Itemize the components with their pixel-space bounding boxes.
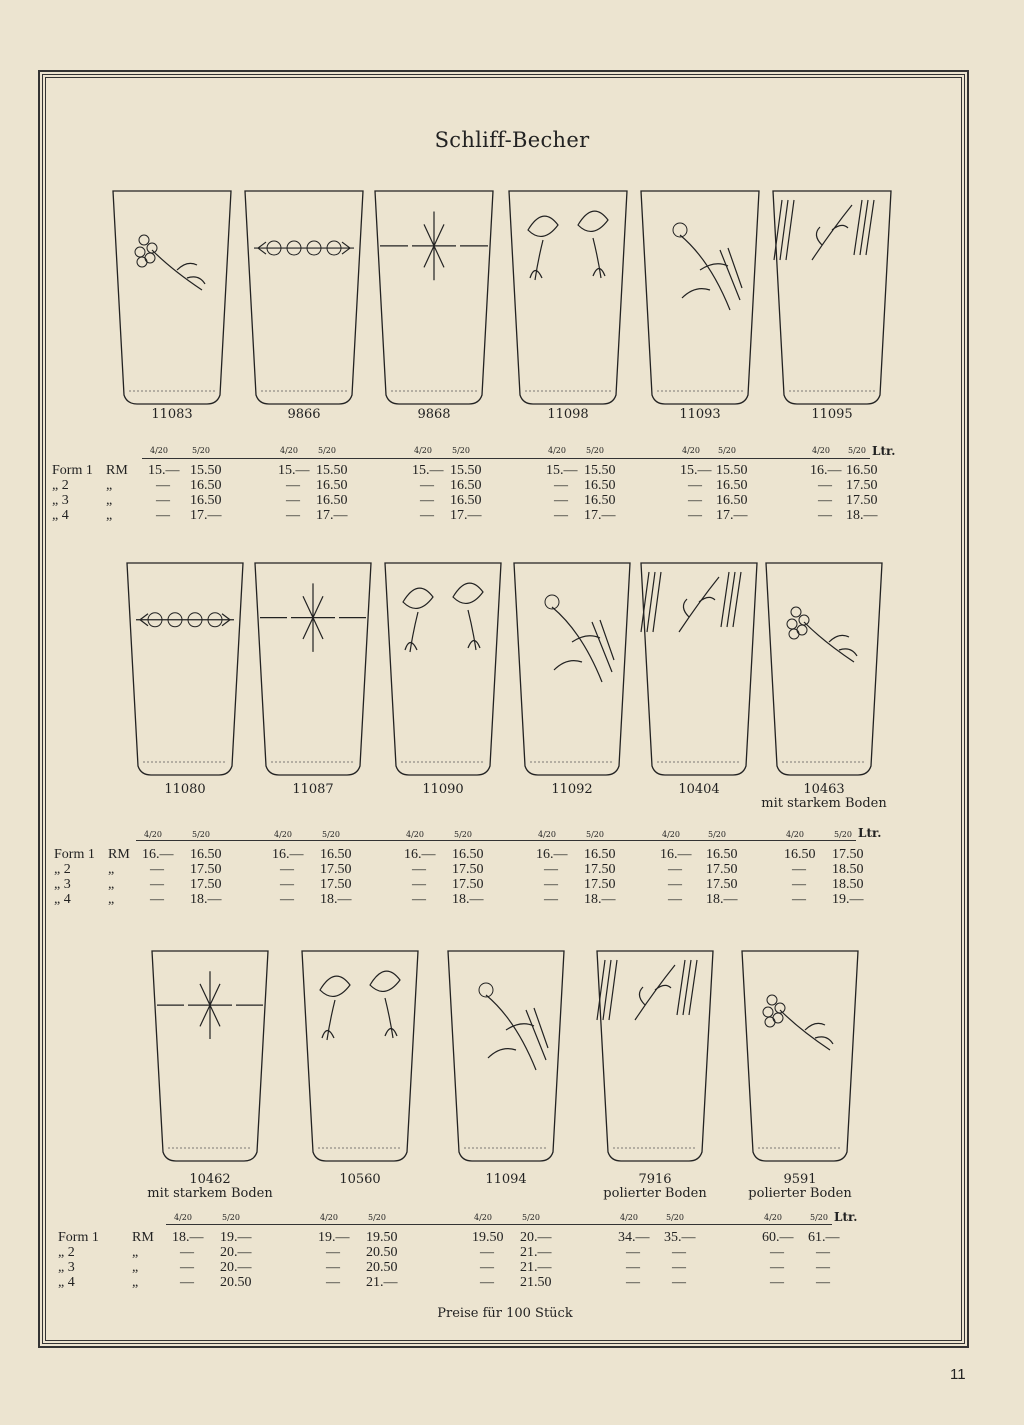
size-header-11083-0: 4/20: [150, 446, 168, 455]
price-9866-form2-4_20: —: [286, 478, 300, 493]
glass-number-10560: 10560: [339, 1172, 381, 1187]
glass-number-10462: 10462: [189, 1172, 231, 1187]
glass-outline: [596, 950, 714, 1162]
glass-number-11090: 11090: [422, 782, 464, 797]
glass-drawing-10462: [151, 950, 269, 1162]
size-header-11087-0: 4/20: [274, 830, 292, 839]
ditto-mark: „: [132, 1245, 139, 1260]
glass-number-11098: 11098: [547, 407, 589, 422]
price-11093-form2-5_20: 16.50: [716, 478, 748, 493]
price-10462-form4-4_20: —: [180, 1275, 194, 1290]
price-11095-form3-5_20: 17.50: [846, 493, 878, 508]
price-11098-form4-4_20: —: [554, 508, 568, 523]
glass-drawing-11095: [772, 190, 892, 405]
size-header-11087-1: 5/20: [322, 830, 340, 839]
price-10404-form1-5_20: 16.50: [706, 847, 738, 862]
price-11083-form3-5_20: 16.50: [190, 493, 222, 508]
size-header-11092-0: 4/20: [538, 830, 556, 839]
price-7916-form4-5_20: —: [672, 1275, 686, 1290]
price-9868-form4-4_20: —: [420, 508, 434, 523]
price-11090-form3-4_20: —: [412, 877, 426, 892]
size-header-10560-0: 4/20: [320, 1213, 338, 1222]
glass-outline: [640, 190, 760, 405]
price-11083-form4-5_20: 17.—: [190, 508, 222, 523]
glass-drawing-11098: [508, 190, 628, 405]
price-11087-form1-5_20: 16.50: [320, 847, 352, 862]
price-10462-form3-5_20: 20.—: [220, 1260, 252, 1275]
page-title: Schliff-Becher: [434, 128, 590, 152]
price-11095-form2-5_20: 17.50: [846, 478, 878, 493]
price-11090-form2-4_20: —: [412, 862, 426, 877]
price-9866-form1-4_20: 15.—: [278, 463, 310, 478]
ditto-mark: „: [108, 892, 115, 907]
row-label-form-4: „ 4: [58, 1275, 75, 1290]
size-header-7916-1: 5/20: [666, 1213, 684, 1222]
price-10404-form2-5_20: 17.50: [706, 862, 738, 877]
glass-number-7916: 7916: [638, 1172, 672, 1187]
glass-outline: [513, 562, 631, 776]
size-header-11094-0: 4/20: [474, 1213, 492, 1222]
price-11083-form1-4_20: 15.—: [148, 463, 180, 478]
glass-note-7916: polierter Boden: [603, 1186, 707, 1201]
price-10462-form1-4_20: 18.—: [172, 1230, 204, 1245]
glass-number-9868: 9868: [417, 407, 451, 422]
price-9591-form1-5_20: 61.—: [808, 1230, 840, 1245]
row-label-form-1: Form 1: [52, 463, 93, 478]
price-11094-form4-5_20: 21.50: [520, 1275, 552, 1290]
price-11080-form3-5_20: 17.50: [190, 877, 222, 892]
price-9868-form3-4_20: —: [420, 493, 434, 508]
glass-drawing-10404: [640, 562, 758, 776]
price-11083-form1-5_20: 15.50: [190, 463, 222, 478]
glass-note-9591: polierter Boden: [748, 1186, 852, 1201]
glass-outline: [508, 190, 628, 405]
ditto-mark: „: [106, 493, 113, 508]
glass-drawing-7916: [596, 950, 714, 1162]
price-9868-form3-5_20: 16.50: [450, 493, 482, 508]
price-10560-form2-4_20: —: [326, 1245, 340, 1260]
price-10404-form2-4_20: —: [668, 862, 682, 877]
size-header-11095-1: 5/20: [848, 446, 866, 455]
price-10463-form1-5_20: 17.50: [832, 847, 864, 862]
price-11094-form1-5_20: 20.—: [520, 1230, 552, 1245]
price-10560-form3-4_20: —: [326, 1260, 340, 1275]
size-header-11094-1: 5/20: [522, 1213, 540, 1222]
price-10462-form1-5_20: 19.—: [220, 1230, 252, 1245]
row-label-form-1: Form 1: [54, 847, 95, 862]
price-11092-form2-5_20: 17.50: [584, 862, 616, 877]
glass-outline: [447, 950, 565, 1162]
price-7916-form2-4_20: —: [626, 1245, 640, 1260]
price-11090-form4-4_20: —: [412, 892, 426, 907]
glass-outline: [254, 562, 372, 776]
price-10462-form3-4_20: —: [180, 1260, 194, 1275]
row-label-form-4: „ 4: [54, 892, 71, 907]
price-11092-form2-4_20: —: [544, 862, 558, 877]
row-label-form-2: „ 2: [58, 1245, 75, 1260]
unit-label-2: Ltr.: [858, 826, 882, 840]
price-11098-form1-5_20: 15.50: [584, 463, 616, 478]
price-11094-form3-5_20: 21.—: [520, 1260, 552, 1275]
price-9868-form2-4_20: —: [420, 478, 434, 493]
price-9866-form3-5_20: 16.50: [316, 493, 348, 508]
glass-number-10404: 10404: [678, 782, 720, 797]
price-10463-form4-4_20: —: [792, 892, 806, 907]
size-header-9866-0: 4/20: [280, 446, 298, 455]
price-9868-form1-5_20: 15.50: [450, 463, 482, 478]
glass-number-9866: 9866: [287, 407, 321, 422]
size-header-10463-0: 4/20: [786, 830, 804, 839]
price-10404-form3-5_20: 17.50: [706, 877, 738, 892]
glass-outline: [301, 950, 419, 1162]
size-header-9866-1: 5/20: [318, 446, 336, 455]
glass-outline: [765, 562, 883, 776]
price-11094-form2-4_20: —: [480, 1245, 494, 1260]
price-11092-form4-4_20: —: [544, 892, 558, 907]
price-11095-form3-4_20: —: [818, 493, 832, 508]
price-11093-form2-4_20: —: [688, 478, 702, 493]
price-10560-form4-5_20: 21.—: [366, 1275, 398, 1290]
currency-label: RM: [132, 1230, 154, 1245]
currency-label: RM: [106, 463, 128, 478]
glass-drawing-11094: [447, 950, 565, 1162]
price-11090-form2-5_20: 17.50: [452, 862, 484, 877]
ditto-mark: „: [132, 1275, 139, 1290]
glass-outline: [244, 190, 364, 405]
price-9866-form4-4_20: —: [286, 508, 300, 523]
price-7916-form3-4_20: —: [626, 1260, 640, 1275]
glass-note-10462: mit starkem Boden: [147, 1186, 273, 1201]
size-header-10404-1: 5/20: [708, 830, 726, 839]
price-11098-form1-4_20: 15.—: [546, 463, 578, 478]
price-7916-form1-5_20: 35.—: [664, 1230, 696, 1245]
glass-outline: [384, 562, 502, 776]
unit-label-3: Ltr.: [834, 1210, 858, 1224]
price-11087-form4-4_20: —: [280, 892, 294, 907]
price-11087-form2-4_20: —: [280, 862, 294, 877]
price-11080-form4-5_20: 18.—: [190, 892, 222, 907]
price-11080-form4-4_20: —: [150, 892, 164, 907]
ditto-mark: „: [106, 478, 113, 493]
size-header-11083-1: 5/20: [192, 446, 210, 455]
price-table-rule-3: [166, 1224, 832, 1225]
price-table-rule-2: [136, 840, 856, 841]
price-11090-form1-5_20: 16.50: [452, 847, 484, 862]
price-10560-form4-4_20: —: [326, 1275, 340, 1290]
price-9866-form4-5_20: 17.—: [316, 508, 348, 523]
size-header-10462-0: 4/20: [174, 1213, 192, 1222]
page-number: 11: [950, 1366, 966, 1383]
size-header-11080-1: 5/20: [192, 830, 210, 839]
price-10462-form4-5_20: 20.50: [220, 1275, 252, 1290]
glass-drawing-9866: [244, 190, 364, 405]
price-11098-form2-5_20: 16.50: [584, 478, 616, 493]
price-11087-form3-4_20: —: [280, 877, 294, 892]
glass-drawing-11090: [384, 562, 502, 776]
price-11083-form2-5_20: 16.50: [190, 478, 222, 493]
row-label-form-3: „ 3: [58, 1260, 75, 1275]
price-11095-form4-4_20: —: [818, 508, 832, 523]
glass-outline: [374, 190, 494, 405]
price-11093-form1-4_20: 15.—: [680, 463, 712, 478]
glass-number-11092: 11092: [551, 782, 593, 797]
size-header-11090-1: 5/20: [454, 830, 472, 839]
row-label-form-1: Form 1: [58, 1230, 99, 1245]
row-label-form-2: „ 2: [54, 862, 71, 877]
glass-number-11095: 11095: [811, 407, 853, 422]
price-11087-form2-5_20: 17.50: [320, 862, 352, 877]
price-9591-form3-4_20: —: [770, 1260, 784, 1275]
price-11087-form4-5_20: 18.—: [320, 892, 352, 907]
price-11093-form4-5_20: 17.—: [716, 508, 748, 523]
price-11092-form4-5_20: 18.—: [584, 892, 616, 907]
glass-drawing-11092: [513, 562, 631, 776]
price-11094-form3-4_20: —: [480, 1260, 494, 1275]
size-header-10404-0: 4/20: [662, 830, 680, 839]
price-9866-form3-4_20: —: [286, 493, 300, 508]
glass-drawing-10560: [301, 950, 419, 1162]
ditto-mark: „: [132, 1260, 139, 1275]
price-11094-form1-4_20: 19.50: [472, 1230, 504, 1245]
price-10463-form4-5_20: 19.—: [832, 892, 864, 907]
price-10463-form2-4_20: —: [792, 862, 806, 877]
price-11087-form3-5_20: 17.50: [320, 877, 352, 892]
price-9591-form3-5_20: —: [816, 1260, 830, 1275]
glass-outline: [112, 190, 232, 405]
price-11090-form4-5_20: 18.—: [452, 892, 484, 907]
glass-outline: [741, 950, 859, 1162]
glass-drawing-11093: [640, 190, 760, 405]
size-header-11098-1: 5/20: [586, 446, 604, 455]
glass-note-10463: mit starkem Boden: [761, 796, 887, 811]
size-header-11098-0: 4/20: [548, 446, 566, 455]
glass-number-11093: 11093: [679, 407, 721, 422]
price-11098-form3-4_20: —: [554, 493, 568, 508]
price-11094-form2-5_20: 21.—: [520, 1245, 552, 1260]
size-header-10463-1: 5/20: [834, 830, 852, 839]
price-11080-form1-5_20: 16.50: [190, 847, 222, 862]
currency-label: RM: [108, 847, 130, 862]
glass-outline: [151, 950, 269, 1162]
size-header-11093-0: 4/20: [682, 446, 700, 455]
price-10404-form4-4_20: —: [668, 892, 682, 907]
glass-drawing-10463: [765, 562, 883, 776]
price-7916-form1-4_20: 34.—: [618, 1230, 650, 1245]
size-header-7916-0: 4/20: [620, 1213, 638, 1222]
price-10463-form2-5_20: 18.50: [832, 862, 864, 877]
unit-label-1: Ltr.: [872, 444, 896, 458]
ditto-mark: „: [106, 508, 113, 523]
price-11090-form1-4_20: 16.—: [404, 847, 436, 862]
price-9591-form1-4_20: 60.—: [762, 1230, 794, 1245]
price-note: Preise für 100 Stück: [437, 1306, 573, 1321]
price-10560-form1-5_20: 19.50: [366, 1230, 398, 1245]
price-11095-form1-4_20: 16.—: [810, 463, 842, 478]
price-11098-form3-5_20: 16.50: [584, 493, 616, 508]
size-header-10560-1: 5/20: [368, 1213, 386, 1222]
size-header-11080-0: 4/20: [144, 830, 162, 839]
price-9866-form1-5_20: 15.50: [316, 463, 348, 478]
price-10462-form2-4_20: —: [180, 1245, 194, 1260]
price-11095-form1-5_20: 16.50: [846, 463, 878, 478]
price-7916-form2-5_20: —: [672, 1245, 686, 1260]
glass-drawing-11083: [112, 190, 232, 405]
price-10463-form3-4_20: —: [792, 877, 806, 892]
row-label-form-2: „ 2: [52, 478, 69, 493]
size-header-10462-1: 5/20: [222, 1213, 240, 1222]
glass-number-10463: 10463: [803, 782, 845, 797]
price-11083-form3-4_20: —: [156, 493, 170, 508]
price-11093-form1-5_20: 15.50: [716, 463, 748, 478]
ditto-mark: „: [108, 877, 115, 892]
glass-number-11083: 11083: [151, 407, 193, 422]
glass-outline: [126, 562, 244, 776]
row-label-form-3: „ 3: [54, 877, 71, 892]
size-header-11093-1: 5/20: [718, 446, 736, 455]
glass-number-11087: 11087: [292, 782, 334, 797]
price-11092-form3-4_20: —: [544, 877, 558, 892]
row-label-form-3: „ 3: [52, 493, 69, 508]
price-10404-form4-5_20: 18.—: [706, 892, 738, 907]
glass-drawing-11087: [254, 562, 372, 776]
price-10404-form1-4_20: 16.—: [660, 847, 692, 862]
glass-drawing-9591: [741, 950, 859, 1162]
price-11094-form4-4_20: —: [480, 1275, 494, 1290]
price-9591-form2-4_20: —: [770, 1245, 784, 1260]
price-10462-form2-5_20: 20.—: [220, 1245, 252, 1260]
price-11098-form2-4_20: —: [554, 478, 568, 493]
price-11092-form1-5_20: 16.50: [584, 847, 616, 862]
price-10560-form3-5_20: 20.50: [366, 1260, 398, 1275]
ditto-mark: „: [108, 862, 115, 877]
row-label-form-4: „ 4: [52, 508, 69, 523]
glass-drawing-9868: [374, 190, 494, 405]
price-11080-form3-4_20: —: [150, 877, 164, 892]
price-table-rule-1: [142, 458, 870, 459]
price-11098-form4-5_20: 17.—: [584, 508, 616, 523]
glass-outline: [640, 562, 758, 776]
price-11092-form1-4_20: 16.—: [536, 847, 568, 862]
price-11090-form3-5_20: 17.50: [452, 877, 484, 892]
price-11095-form2-4_20: —: [818, 478, 832, 493]
price-11080-form2-5_20: 17.50: [190, 862, 222, 877]
price-10560-form1-4_20: 19.—: [318, 1230, 350, 1245]
price-11080-form2-4_20: —: [150, 862, 164, 877]
price-7916-form3-5_20: —: [672, 1260, 686, 1275]
price-11087-form1-4_20: 16.—: [272, 847, 304, 862]
size-header-9591-0: 4/20: [764, 1213, 782, 1222]
glass-number-11080: 11080: [164, 782, 206, 797]
price-9866-form2-5_20: 16.50: [316, 478, 348, 493]
price-11080-form1-4_20: 16.—: [142, 847, 174, 862]
size-header-11090-0: 4/20: [406, 830, 424, 839]
price-10463-form1-4_20: 16.50: [784, 847, 816, 862]
price-11093-form3-5_20: 16.50: [716, 493, 748, 508]
price-7916-form4-4_20: —: [626, 1275, 640, 1290]
price-9868-form2-5_20: 16.50: [450, 478, 482, 493]
price-11093-form4-4_20: —: [688, 508, 702, 523]
size-header-9868-1: 5/20: [452, 446, 470, 455]
price-10463-form3-5_20: 18.50: [832, 877, 864, 892]
size-header-11095-0: 4/20: [812, 446, 830, 455]
price-11083-form2-4_20: —: [156, 478, 170, 493]
price-9591-form2-5_20: —: [816, 1245, 830, 1260]
price-11092-form3-5_20: 17.50: [584, 877, 616, 892]
price-9591-form4-4_20: —: [770, 1275, 784, 1290]
glass-number-9591: 9591: [783, 1172, 817, 1187]
size-header-11092-1: 5/20: [586, 830, 604, 839]
glass-outline: [772, 190, 892, 405]
price-10560-form2-5_20: 20.50: [366, 1245, 398, 1260]
price-11095-form4-5_20: 18.—: [846, 508, 878, 523]
price-10404-form3-4_20: —: [668, 877, 682, 892]
size-header-9591-1: 5/20: [810, 1213, 828, 1222]
price-9868-form1-4_20: 15.—: [412, 463, 444, 478]
glass-number-11094: 11094: [485, 1172, 527, 1187]
price-9591-form4-5_20: —: [816, 1275, 830, 1290]
price-11093-form3-4_20: —: [688, 493, 702, 508]
size-header-9868-0: 4/20: [414, 446, 432, 455]
glass-drawing-11080: [126, 562, 244, 776]
price-11083-form4-4_20: —: [156, 508, 170, 523]
price-9868-form4-5_20: 17.—: [450, 508, 482, 523]
